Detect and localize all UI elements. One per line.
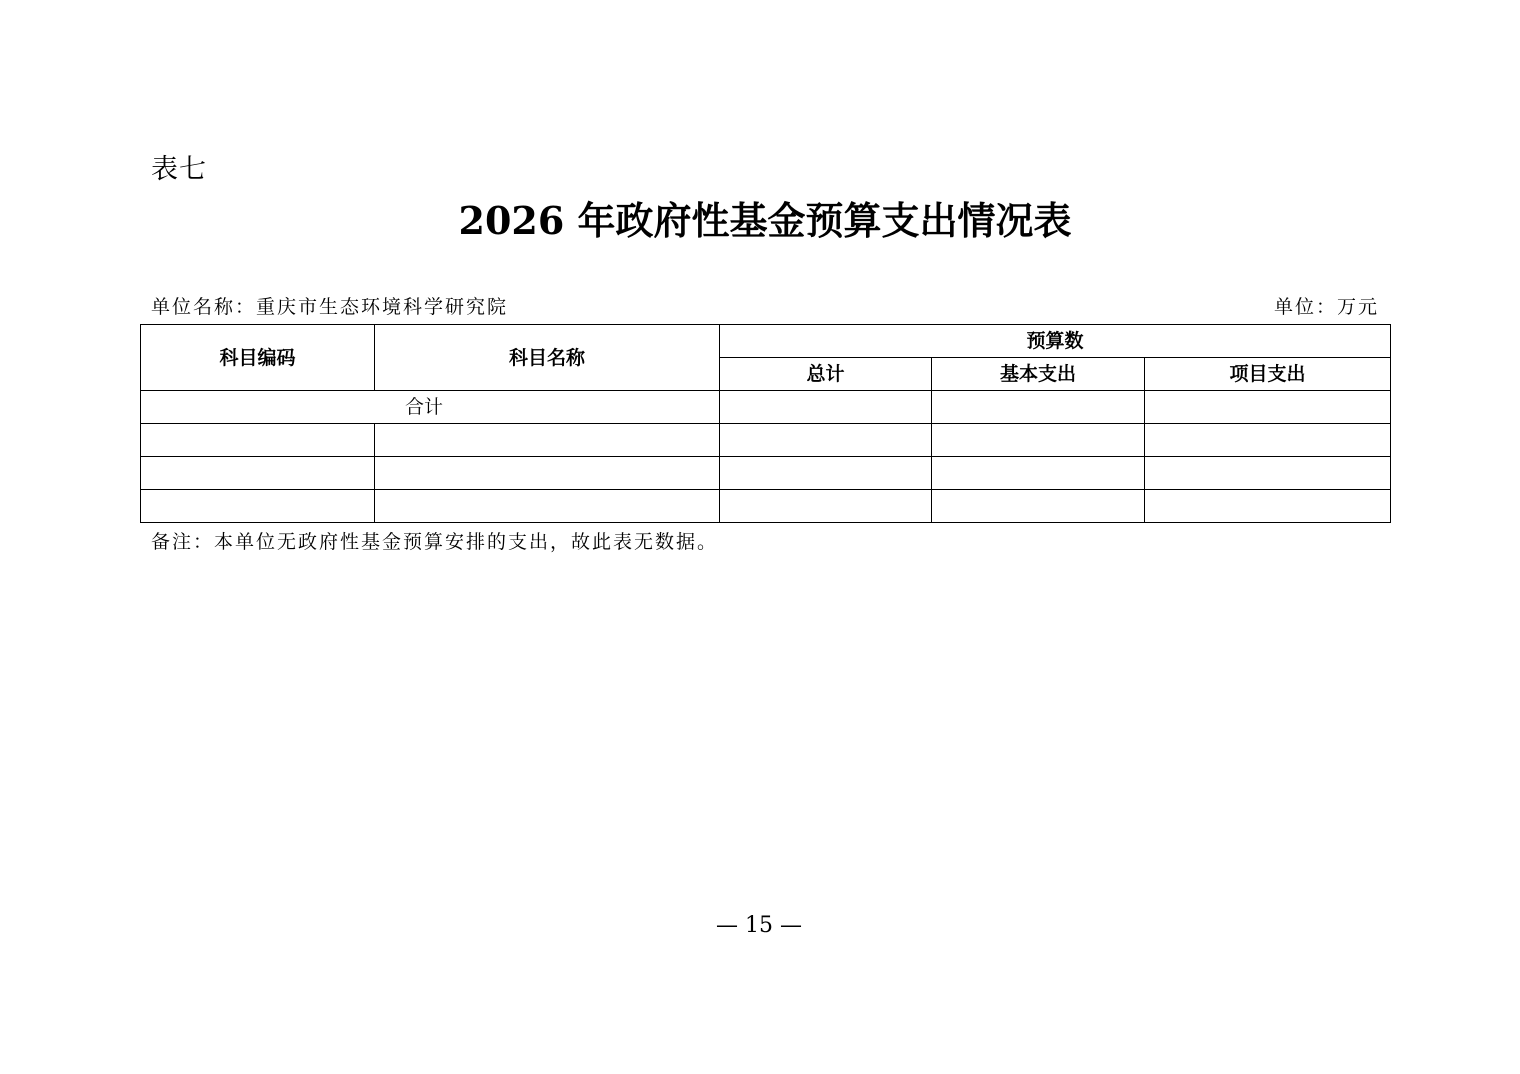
row-name <box>375 490 720 523</box>
row-name <box>375 457 720 490</box>
total-row-basic <box>932 391 1145 424</box>
header-budget: 预算数 <box>720 325 1391 358</box>
row-total <box>720 457 932 490</box>
row-code <box>141 457 375 490</box>
total-row-total <box>720 391 932 424</box>
page-title: 2026 年政府性基金预算支出情况表 <box>458 198 1072 243</box>
row-code <box>141 490 375 523</box>
row-basic <box>932 424 1145 457</box>
page-number: — 15 — <box>716 913 802 938</box>
table-row <box>141 424 1391 457</box>
row-project <box>1145 490 1391 523</box>
header-project: 项目支出 <box>1145 358 1391 391</box>
budget-table <box>140 324 1391 523</box>
table-row <box>141 457 1391 490</box>
row-total <box>720 490 932 523</box>
total-row-label: 合计 <box>141 391 720 424</box>
table-row <box>141 490 1391 523</box>
table-label: 表七 <box>151 154 207 185</box>
row-project <box>1145 424 1391 457</box>
unit-name: 单位名称：重庆市生态环境科学研究院 <box>151 296 509 318</box>
row-total <box>720 424 932 457</box>
unit-measure: 单位：万元 <box>1273 296 1379 318</box>
table-note: 备注：本单位无政府性基金预算安排的支出，故此表无数据。 <box>151 531 719 553</box>
header-row-1 <box>141 325 1391 358</box>
header-name: 科目名称 <box>375 325 720 391</box>
header-total: 总计 <box>720 358 932 391</box>
row-basic <box>932 457 1145 490</box>
total-row-project <box>1145 391 1391 424</box>
total-row <box>141 391 1391 424</box>
row-name <box>375 424 720 457</box>
row-project <box>1145 457 1391 490</box>
header-basic: 基本支出 <box>932 358 1145 391</box>
header-code: 科目编码 <box>141 325 375 391</box>
row-basic <box>932 490 1145 523</box>
row-code <box>141 424 375 457</box>
